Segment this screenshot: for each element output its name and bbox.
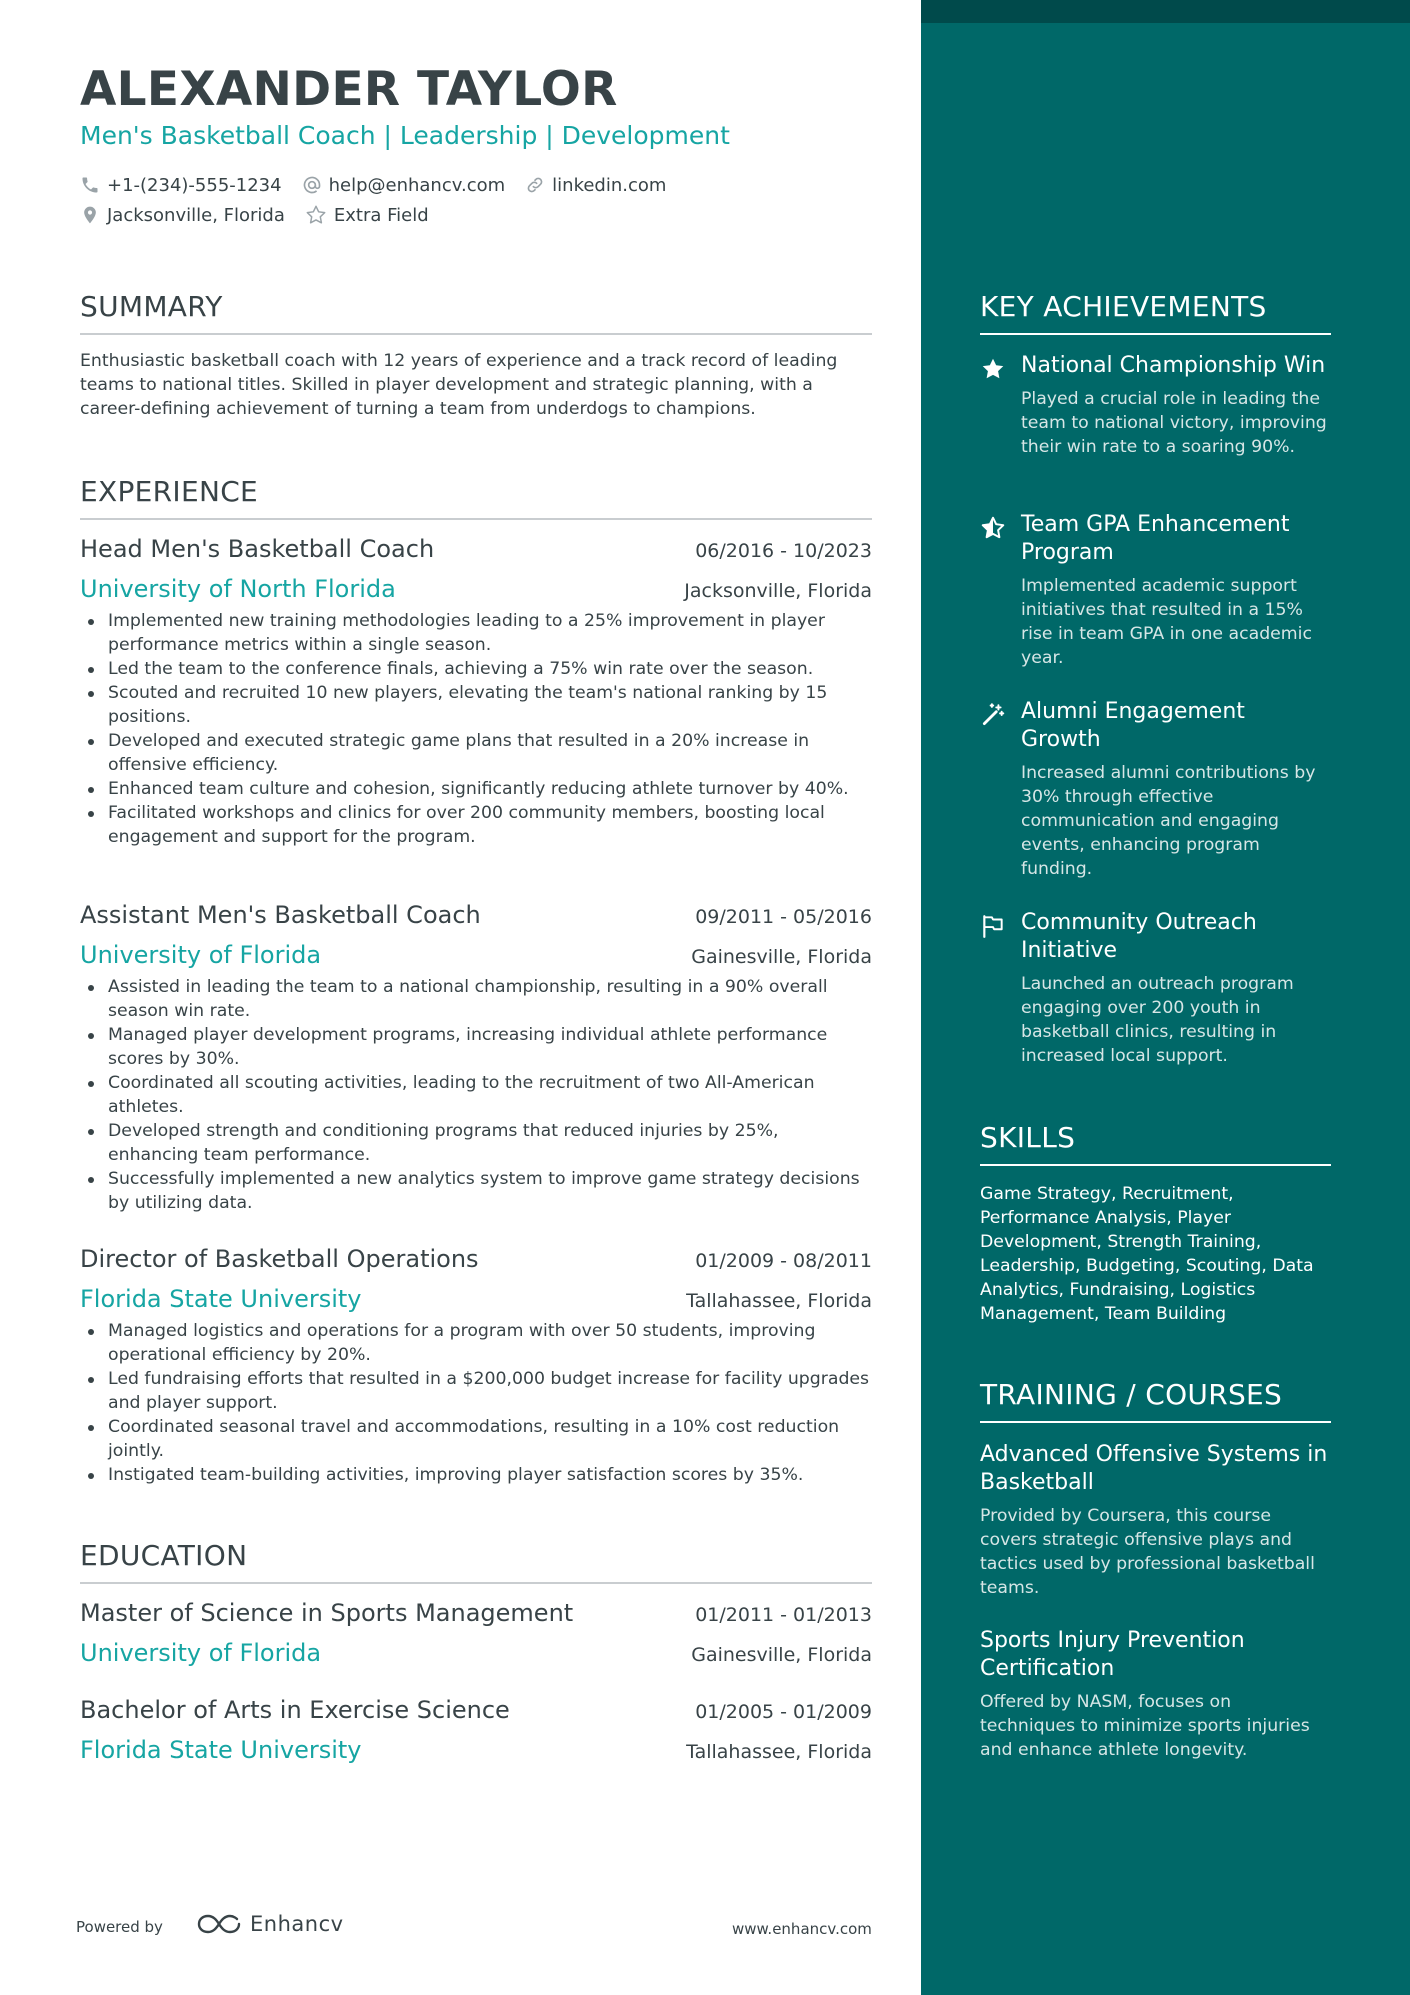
achievement-title: Community Outreach Initiative	[1021, 910, 1257, 963]
employer-name: University of North Florida	[80, 575, 396, 603]
flag-icon	[980, 913, 1006, 939]
contact-phone	[80, 175, 282, 196]
summary-section	[80, 289, 872, 421]
job-dates: 06/2016 - 10/2023	[695, 540, 872, 562]
achievement-item	[980, 511, 1331, 670]
school-name: University of Florida	[80, 1639, 322, 1667]
job-title: Assistant Men's Basketball Coach	[80, 901, 481, 929]
achievement-desc: Implemented academic support initiatives that resulted in a 15% rise in team GPA in one academic year.	[1021, 576, 1312, 668]
degree-title: Master of Science in Sports Management	[80, 1599, 574, 1627]
section-divider	[80, 1582, 872, 1584]
email-text[interactable]: help@enhancv.com	[328, 174, 506, 196]
section-title-training: TRAINING / COURSES	[980, 1378, 1283, 1411]
bullet-item: Facilitated workshops and clinics for over 200 community members, boosting local engagement and support for the program.	[80, 801, 872, 849]
employer-name: University of Florida	[80, 941, 322, 969]
link-icon	[525, 175, 545, 195]
enhancv-logo-icon	[196, 1912, 242, 1936]
bullet-item: Managed player development programs, increasing individual athlete performance scores by 30%.	[80, 1023, 872, 1071]
section-title-achievements: KEY ACHIEVEMENTS	[980, 290, 1267, 323]
skills-section	[980, 1120, 1331, 1326]
employer-name: Florida State University	[80, 1285, 362, 1313]
section-divider	[980, 1164, 1331, 1166]
bullet-item: Assisted in leading the team to a national championship, resulting in a 90% overall season win rate.	[80, 975, 872, 1023]
job-title: Head Men's Basketball Coach	[80, 535, 435, 563]
achievement-desc: Launched an outreach program engaging over 200 youth in basketball clinics, resulting in increased local support.	[1021, 974, 1294, 1066]
skills-list: Game Strategy, Recruitment, Performance Analysis, Player Development, Strength Training, Leadership, Budgeting, Scouting, Data Analytics, Fundraising, Logistics Management, Team Building	[980, 1184, 1314, 1324]
enhancv-brand-text: Enhancv	[250, 1912, 344, 1936]
sidebar	[921, 0, 1410, 1995]
training-section	[980, 1377, 1331, 1423]
school-location: Gainesville, Florida	[691, 1644, 872, 1666]
footer-website[interactable]: www.enhancv.com	[732, 1920, 872, 1938]
experience-entry	[80, 535, 872, 849]
candidate-name: ALEXANDER TAYLOR	[80, 62, 618, 117]
summary-text: Enthusiastic basketball coach with 12 years of experience and a track record of leading teams to national titles. Skilled in player development and strategic planning, with a career-defining achievement of turning a team from underdogs to champions.	[80, 351, 838, 419]
contact-info	[80, 172, 872, 232]
extra-field-text: Extra Field	[333, 204, 429, 226]
job-location: Gainesville, Florida	[691, 946, 872, 968]
bullet-item: Led the team to the conference finals, achieving a 75% win rate over the season.	[80, 657, 872, 681]
achievement-item	[980, 352, 1331, 459]
contact-email	[302, 175, 506, 196]
bullet-item: Led fundraising efforts that resulted in a $200,000 budget increase for facility upgrades and player support.	[80, 1367, 872, 1415]
course-desc: Provided by Coursera, this course covers strategic offensive plays and tactics used by professional basketball teams.	[980, 1506, 1315, 1598]
job-bullets	[80, 609, 872, 849]
section-divider	[980, 1421, 1331, 1423]
achievement-title: Team GPA Enhancement Program	[1021, 512, 1290, 565]
bullet-item: Developed and executed strategic game plans that resulted in a 20% increase in offensive efficiency.	[80, 729, 872, 777]
section-title-education: EDUCATION	[80, 1539, 248, 1572]
phone-text[interactable]: +1-(234)-555-1234	[107, 174, 282, 196]
course-title: Sports Injury Prevention Certification	[980, 1628, 1245, 1681]
contact-website	[525, 175, 666, 196]
bullet-item: Successfully implemented a new analytics system to improve game strategy decisions by utilizing data.	[80, 1167, 872, 1215]
website-text[interactable]: linkedin.com	[552, 174, 667, 196]
section-divider	[980, 333, 1331, 335]
star-half-icon	[980, 515, 1006, 541]
sidebar-top-band	[921, 0, 1410, 23]
section-title-skills: SKILLS	[980, 1121, 1076, 1154]
bullet-item: Coordinated all scouting activities, leading to the recruitment of two All-American athletes.	[80, 1071, 872, 1119]
achievement-desc: Increased alumni contributions by 30% through effective communication and engaging events, enhancing program funding.	[1021, 763, 1316, 879]
education-section	[80, 1538, 872, 1584]
job-bullets	[80, 1319, 872, 1487]
at-icon	[302, 175, 322, 195]
experience-entry	[80, 1245, 872, 1487]
contact-location	[80, 205, 285, 226]
bullet-item: Instigated team-building activities, improving player satisfaction scores by 35%.	[80, 1463, 872, 1487]
course-item	[980, 1627, 1331, 1762]
star-icon	[980, 356, 1006, 382]
achievements-section	[980, 289, 1331, 335]
bullet-item: Implemented new training methodologies leading to a 25% improvement in player performance metrics within a single season.	[80, 609, 872, 657]
phone-icon	[80, 175, 100, 195]
bullet-item: Scouted and recruited 10 new players, elevating the team's national ranking by 15 positions.	[80, 681, 872, 729]
degree-title: Bachelor of Arts in Exercise Science	[80, 1696, 510, 1724]
contact-extra	[305, 204, 429, 226]
powered-by-label: Powered by	[76, 1918, 163, 1936]
section-title-summary: SUMMARY	[80, 290, 223, 323]
achievement-item	[980, 698, 1331, 881]
magic-wand-icon	[980, 702, 1006, 728]
experience-section	[80, 474, 872, 520]
course-title: Advanced Offensive Systems in Basketball	[980, 1442, 1328, 1495]
section-divider	[80, 333, 872, 335]
job-location: Jacksonville, Florida	[684, 580, 872, 602]
bullet-item: Managed logistics and operations for a program with over 50 students, improving operational efficiency by 20%.	[80, 1319, 872, 1367]
school-location: Tallahassee, Florida	[686, 1741, 872, 1763]
job-dates: 09/2011 - 05/2016	[695, 906, 872, 928]
job-location: Tallahassee, Florida	[686, 1290, 872, 1312]
candidate-headline: Men's Basketball Coach | Leadership | Development	[80, 121, 730, 150]
bullet-item: Enhanced team culture and cohesion, significantly reducing athlete turnover by 40%.	[80, 777, 872, 801]
course-desc: Offered by NASM, focuses on techniques to minimize sports injuries and enhance athlete longevity.	[980, 1692, 1310, 1760]
school-name: Florida State University	[80, 1736, 362, 1764]
achievement-desc: Played a crucial role in leading the team to national victory, improving their win rate to a soaring 90%.	[1021, 389, 1327, 457]
education-entry	[80, 1599, 872, 1671]
enhancv-logo[interactable]	[196, 1912, 344, 1936]
achievement-title: National Championship Win	[1021, 353, 1326, 378]
achievement-item	[980, 909, 1331, 1068]
education-dates: 01/2011 - 01/2013	[695, 1604, 872, 1626]
location-text: Jacksonville, Florida	[107, 204, 285, 226]
section-divider	[80, 518, 872, 520]
education-entry	[80, 1696, 872, 1768]
bullet-item: Coordinated seasonal travel and accommodations, resulting in a 10% cost reduction jointly.	[80, 1415, 872, 1463]
education-dates: 01/2005 - 01/2009	[695, 1701, 872, 1723]
location-pin-icon	[80, 205, 100, 225]
job-dates: 01/2009 - 08/2011	[695, 1250, 872, 1272]
experience-entry	[80, 901, 872, 1215]
achievement-title: Alumni Engagement Growth	[1021, 699, 1245, 752]
job-title: Director of Basketball Operations	[80, 1245, 479, 1273]
section-title-experience: EXPERIENCE	[80, 475, 259, 508]
course-item	[980, 1441, 1331, 1600]
bullet-item: Developed strength and conditioning programs that reduced injuries by 25%, enhancing team performance.	[80, 1119, 872, 1167]
star-outline-icon	[305, 204, 327, 226]
job-bullets	[80, 975, 872, 1215]
